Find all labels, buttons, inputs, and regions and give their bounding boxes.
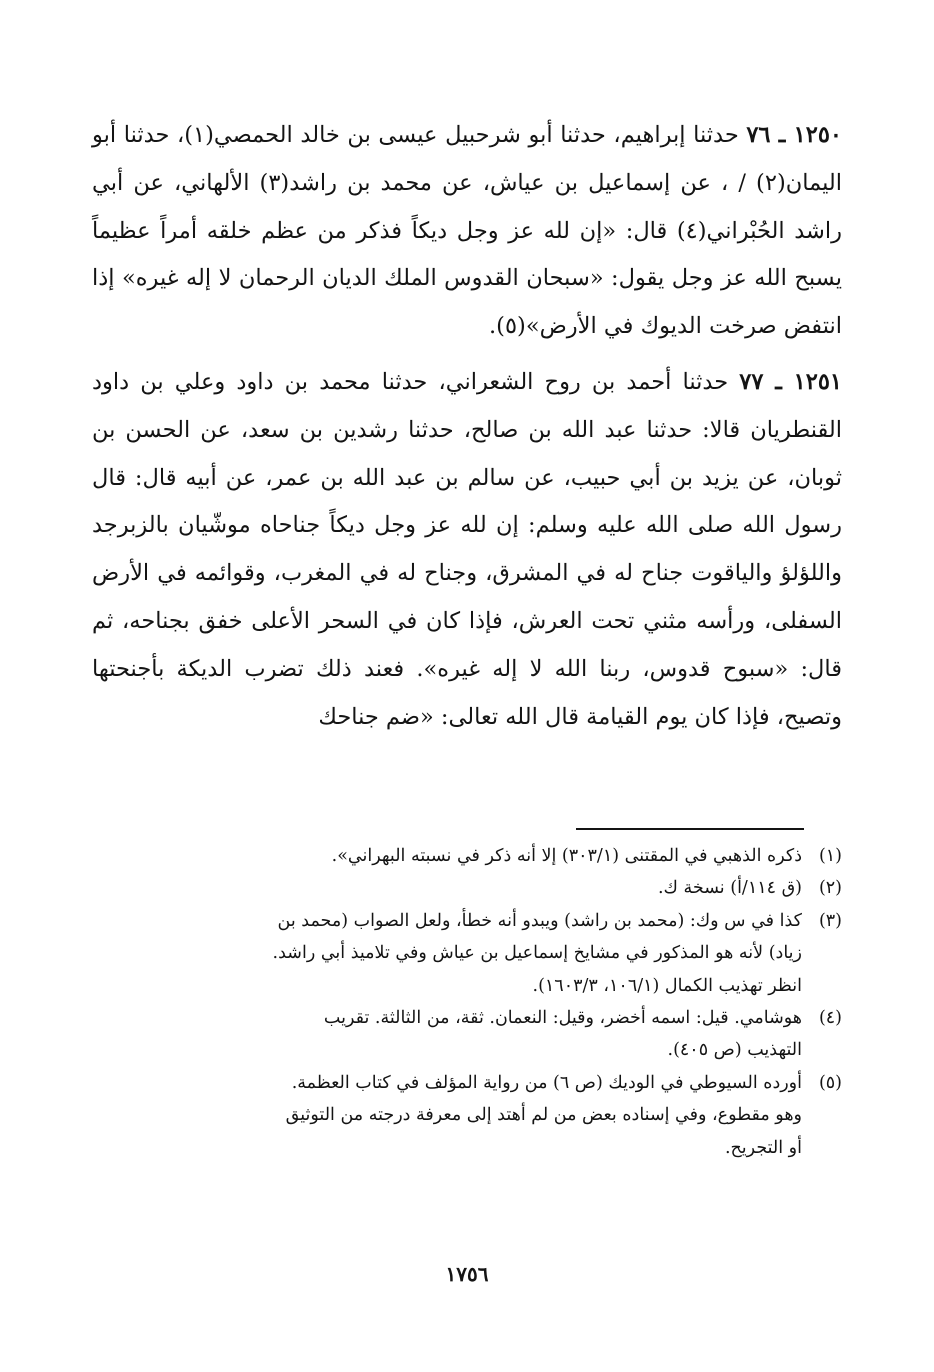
text-line: الحمصي(١)، حدثنا أبو اليمان(٢) / ، عن إسماعيل بن عياش، عن محمد بن [92, 122, 842, 196]
footnote-number: (١) [818, 846, 842, 866]
text-line: حدثنا أحمد بن روح الشعراني، حدثنا محمد بن داود [236, 368, 729, 395]
text-line: قال: «سبوح قدوس، ربنا الله لا إله غيره». فعند ذلك تضرب الديكة [176, 655, 842, 682]
text-line: وعلي بن داود القنطريان قالا: حدثنا عبد الله بن صالح، حدثنا [92, 368, 843, 443]
hadith-number: ١٢٥١ ـ ٧٧ [739, 368, 842, 395]
footnote-line: ذكره الذهبي في المقتنى (٣٠٣/١) إلا أنه ذكر في نسبته البهراني». [331, 846, 802, 866]
footnote-line: أو التجريح. [724, 1137, 802, 1158]
footnote-line: أورده السيوطي في الوديك (ص ٦) من رواية المؤلف في كتاب العظمة. [291, 1072, 802, 1093]
footnote-body [100, 840, 802, 872]
footnote-line: التهذيب (ص ٤٠٥). [667, 1040, 802, 1061]
hadith-paragraph-1251 [92, 359, 842, 741]
footnote-body [100, 872, 802, 904]
main-text [92, 112, 842, 749]
text-line: حدثنا إبراهيم، حدثنا أبو شرحبيل عيسى بن خالد [300, 122, 739, 148]
footnote-line: (ق ١١٤/أ) نسخة ك. [657, 878, 802, 899]
footnote-line: زياد) لأنه هو المذكور في مشايخ إسماعيل بن عياش وفي تلاميذ أبي راشد. [272, 943, 802, 964]
footnote-line: وهو مقطوع، وفي إسناده بعض من لم أهتد إلى معرفة درجته من التوثيق [285, 1105, 802, 1126]
footnote-3 [100, 905, 842, 1002]
text-line: سالم بن عبد الله بن عمر، عن أبيه قال: قال رسول الله صلى الله عليه [92, 464, 842, 539]
footnote-line: هوشامي. قيل: اسمه أخضر، وقيل: النعمان. ثقة، من الثالثة. تقريب [323, 1008, 802, 1029]
footnote-2 [100, 872, 842, 904]
footnote-body [100, 1067, 802, 1164]
footnote-number: (٤) [818, 1008, 842, 1029]
footnote-1 [100, 840, 842, 872]
footnote-number: (٣) [818, 910, 842, 931]
text-line: فذكر من عظم خلقه أمراً عظيماً يسبح الله عز وجل يقول: «سبحان [92, 217, 843, 292]
footnote-number: (٥) [818, 1072, 842, 1093]
text-line: ورأسه مثني تحت العرش، فإذا كان في السحر الأعلى خفق بجناحه، ثم [92, 607, 756, 634]
footnote-number: (٢) [818, 878, 842, 899]
footnote-body [100, 905, 802, 1002]
text-line: وسلم: إن لله عز وجل ديكاً جناحاه موشّيان بالزبرجد واللؤلؤ والياقوت [92, 512, 842, 587]
text-line: راشد(٣) الألهاني، عن أبي راشد الحُبْراني(٤) قال: «إن لله عز وجل ديكاً [92, 169, 843, 244]
text-line: جناح له في المشرق، وجناح له في المغرب، وقوائمه في الأرض السفلى، [92, 560, 842, 634]
text-line: رشدين بن سعد، عن الحسن بن ثوبان، عن يزيد بن أبي حبيب، عن [92, 416, 843, 491]
footnote-5 [100, 1067, 842, 1164]
text-line: بأجنحتها وتصيح، فإذا كان يوم القيامة قال الله تعالى: «ضم جناحك [92, 655, 842, 730]
footnote-body [100, 1002, 802, 1067]
hadith-paragraph-1250 [92, 112, 842, 351]
text-line: الأرض»(٥). [489, 313, 597, 340]
footnotes [100, 840, 842, 1164]
footnote-divider [576, 828, 804, 830]
text-line: القدوس الملك الديان الرحمان لا إله غيره» إذا انتفض صرخت الديوك في [92, 265, 842, 340]
page-number: ١٧٥٦ [445, 1262, 489, 1286]
footnote-line: كذا في س وك: (محمد بن راشد) ويبدو أنه خطأ، ولعل الصواب (محمد بن [277, 910, 802, 931]
footnote-line: انظر تهذيب الكمال (١٠٦/١، ١٦٠٣/٣). [532, 975, 802, 996]
footnote-4 [100, 1002, 842, 1067]
hadith-number: ١٢٥٠ ـ ٧٦ [746, 122, 843, 148]
